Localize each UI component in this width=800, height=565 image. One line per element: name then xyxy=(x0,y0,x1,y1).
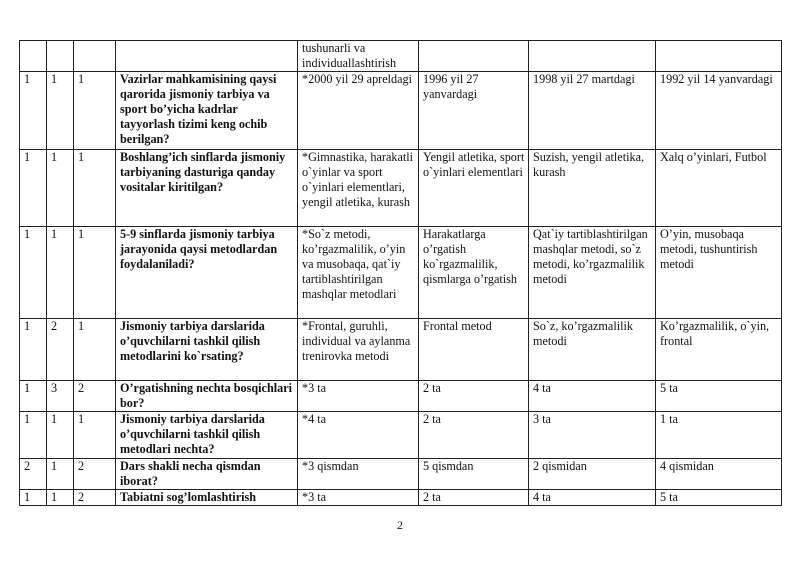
cell-answer-4: O’yin, musobaqa metodi, tushuntirish metodi xyxy=(656,227,782,319)
cell-score: 1 xyxy=(47,72,74,150)
cell-type: 2 xyxy=(74,459,116,490)
cell-correct-answer: *2000 yil 29 apreldagi xyxy=(298,72,419,150)
cell-answer-2 xyxy=(419,41,529,72)
cell-level: 1 xyxy=(20,227,47,319)
cell-level: 1 xyxy=(20,490,47,506)
cell-level: 1 xyxy=(20,72,47,150)
cell-type xyxy=(74,41,116,72)
cell-type: 1 xyxy=(74,150,116,227)
cell-answer-3: 4 ta xyxy=(529,490,656,506)
cell-type: 1 xyxy=(74,319,116,381)
cell-question: Dars shakli necha qismdan iborat? xyxy=(116,459,298,490)
cell-answer-2: Frontal metod xyxy=(419,319,529,381)
cell-answer-2: Yengil atletika, sport o`yinlari elementlari xyxy=(419,150,529,227)
cell-answer-3: 1998 yil 27 martdagi xyxy=(529,72,656,150)
cell-answer-4: 1992 yil 14 yanvardagi xyxy=(656,72,782,150)
cell-level xyxy=(20,41,47,72)
cell-question: 5-9 sinflarda jismoniy tarbiya jarayonida qaysi metodlardan foydalaniladi? xyxy=(116,227,298,319)
cell-answer-4: 4 qismidan xyxy=(656,459,782,490)
cell-score: 1 xyxy=(47,227,74,319)
cell-level: 1 xyxy=(20,150,47,227)
cell-correct-answer: *So`z metodi, ko’rgazmalilik, o’yin va musobaqa, qat`iy tartiblashtirilgan mashqlar metodlari xyxy=(298,227,419,319)
cell-answer-2: 2 ta xyxy=(419,381,529,412)
cell-score: 1 xyxy=(47,150,74,227)
cell-answer-2: 5 qismdan xyxy=(419,459,529,490)
table-row xyxy=(20,227,782,319)
cell-answer-2: 2 ta xyxy=(419,412,529,459)
cell-answer-3: 4 ta xyxy=(529,381,656,412)
cell-question: Jismoniy tarbiya darslarida o’quvchilarni tashkil qilish metodlari nechta? xyxy=(116,412,298,459)
cell-question: Boshlang’ich sinflarda jismoniy tarbiyaning dasturiga qanday vositalar kiritilgan? xyxy=(116,150,298,227)
cell-question: O’rgatishning nechta bosqichlari bor? xyxy=(116,381,298,412)
cell-answer-2: 1996 yil 27 yanvardagi xyxy=(419,72,529,150)
cell-answer-4: 5 ta xyxy=(656,490,782,506)
table-row xyxy=(20,490,782,506)
cell-question: Jismoniy tarbiya darslarida o’quvchilarni tashkil qilish metodlarini ko`rsating? xyxy=(116,319,298,381)
cell-answer-3: 3 ta xyxy=(529,412,656,459)
cell-answer-4: Ko’rgazmalilik, o`yin, frontal xyxy=(656,319,782,381)
questions-table xyxy=(19,40,782,506)
cell-type: 1 xyxy=(74,227,116,319)
cell-correct-answer: *Gimnastika, harakatli o`yinlar va sport o`yinlari elementlari, yengil atletika, kurash xyxy=(298,150,419,227)
cell-question: Vazirlar mahkamisining qaysi qarorida jismoniy tarbiya va sport bo’yicha kadrlar tayyorlash tizimi keng ochib berilgan? xyxy=(116,72,298,150)
cell-correct-answer: *3 ta xyxy=(298,490,419,506)
cell-answer-3: Suzish, yengil atletika, kurash xyxy=(529,150,656,227)
cell-question xyxy=(116,41,298,72)
page-number: 2 xyxy=(397,518,403,532)
table-row xyxy=(20,459,782,490)
cell-answer-4: 1 ta xyxy=(656,412,782,459)
table-row xyxy=(20,319,782,381)
cell-answer-3: So`z, ko’rgazmalilik metodi xyxy=(529,319,656,381)
cell-type: 1 xyxy=(74,412,116,459)
cell-type: 2 xyxy=(74,381,116,412)
cell-correct-answer: *4 ta xyxy=(298,412,419,459)
cell-score: 1 xyxy=(47,459,74,490)
cell-level: 1 xyxy=(20,319,47,381)
cell-answer-3: 2 qismidan xyxy=(529,459,656,490)
cell-answer-2: 2 ta xyxy=(419,490,529,506)
cell-type: 2 xyxy=(74,490,116,506)
cell-score: 3 xyxy=(47,381,74,412)
cell-score: 1 xyxy=(47,412,74,459)
cell-answer-2: Harakatlarga o’rgatish ko`rgazmalilik, qismlarga o’rgatish xyxy=(419,227,529,319)
cell-answer-3 xyxy=(529,41,656,72)
cell-answer-3: Qat`iy tartiblashtirilgan mashqlar metodi, so`z metodi, ko’rgazmalilik metodi xyxy=(529,227,656,319)
table-row xyxy=(20,72,782,150)
table-row xyxy=(20,150,782,227)
cell-question: Tabiatni sog’lomlashtirish xyxy=(116,490,298,506)
cell-type: 1 xyxy=(74,72,116,150)
table-row xyxy=(20,41,782,72)
cell-answer-4: 5 ta xyxy=(656,381,782,412)
cell-correct-answer: *3 qismdan xyxy=(298,459,419,490)
cell-answer-4 xyxy=(656,41,782,72)
cell-score: 2 xyxy=(47,319,74,381)
cell-answer-4: Xalq o’yinlari, Futbol xyxy=(656,150,782,227)
table-row xyxy=(20,381,782,412)
cell-correct-answer: *3 ta xyxy=(298,381,419,412)
cell-correct-answer: tushunarli va individuallashtirish xyxy=(298,41,419,72)
cell-score xyxy=(47,41,74,72)
cell-correct-answer: *Frontal, guruhli, individual va aylanma trenirovka metodi xyxy=(298,319,419,381)
table-row xyxy=(20,412,782,459)
cell-score: 1 xyxy=(47,490,74,506)
cell-level: 1 xyxy=(20,412,47,459)
cell-level: 1 xyxy=(20,381,47,412)
cell-level: 2 xyxy=(20,459,47,490)
